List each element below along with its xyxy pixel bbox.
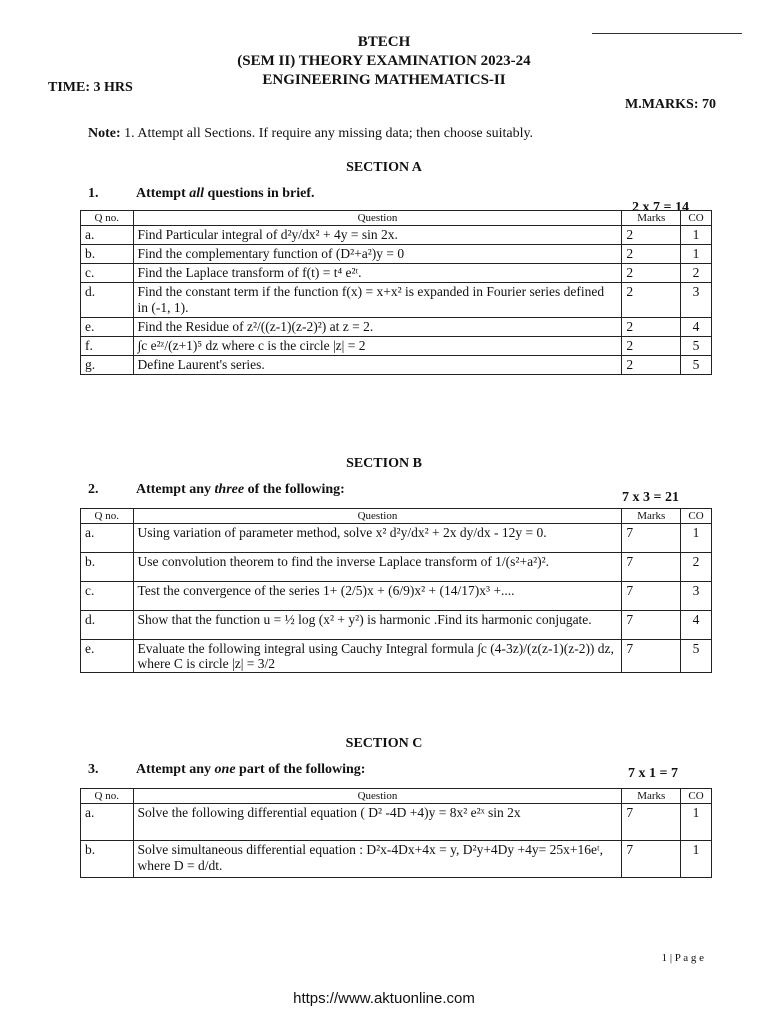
row-question: Evaluate the following integral using Cauchy Integral formula ∫c (4-3z)/(z(z-1)(z-2)) dz, where C is circle |z| = 3/2 [133,640,622,673]
row-co: 1 [681,245,712,264]
page-number: 1 | P a g e [661,952,704,964]
row-co: 1 [681,804,712,841]
section-c-instruction [88,762,365,778]
col-qno: Q no. [81,211,134,226]
row-question: Find Particular integral of d²y/dx² + 4y = sin 2x. [133,226,622,245]
instruction-emphasis: one [214,762,236,777]
row-marks: 2 [622,226,681,245]
table-row [81,804,712,841]
row-co: 5 [681,640,712,673]
exam-note [88,126,533,142]
section-b-instruction [88,482,345,498]
row-marks: 7 [622,553,681,582]
table-header-row [81,789,712,804]
max-marks: M.MARKS: 70 [625,97,716,112]
section-a-title: SECTION A [346,160,422,175]
row-marks: 7 [622,804,681,841]
row-co: 3 [681,582,712,611]
table-row [81,524,712,553]
instruction-text: Attempt any [136,762,215,777]
question-number: 2. [88,482,99,497]
table-row [81,553,712,582]
row-qno: a. [81,804,134,841]
row-qno: d. [81,283,134,318]
row-qno: a. [81,524,134,553]
program-title: BTECH [357,34,411,50]
section-c-table [80,788,712,878]
col-co: CO [681,789,712,804]
question-number: 3. [88,762,99,777]
subject-title: ENGINEERING MATHEMATICS-II [262,72,506,88]
row-qno: e. [81,640,134,673]
instruction-text: questions in brief. [204,186,315,201]
question-number: 1. [88,186,99,201]
row-marks: 2 [622,356,681,375]
col-marks: Marks [622,211,681,226]
table-header-row [81,211,712,226]
row-co: 1 [681,841,712,878]
row-question: Find the Residue of z²/((z-1)(z-2)²) at z = 2. [133,318,622,337]
row-co: 5 [681,356,712,375]
row-marks: 7 [622,611,681,640]
row-co: 4 [681,318,712,337]
col-question: Question [133,789,622,804]
row-qno: f. [81,337,134,356]
section-c-title: SECTION C [345,736,423,751]
section-a-instruction [88,186,315,202]
section-a-table [80,210,712,375]
row-question: Solve simultaneous differential equation : D²x-4Dx+4x = y, D²y+4Dy +4y= 25x+16eᵗ, where D = d/dt. [133,841,622,878]
section-c-marks-scheme: 7 x 1 = 7 [628,766,678,781]
section-a-marks-scheme: 2 x 7 = 14 [632,200,689,215]
instruction-text: Attempt [136,186,190,201]
instruction-emphasis: all [189,186,205,201]
row-marks: 2 [622,337,681,356]
row-marks: 7 [622,582,681,611]
col-marks: Marks [622,789,681,804]
col-question: Question [133,509,622,524]
instruction-emphasis: three [214,482,245,497]
col-co: CO [681,211,712,226]
table-row [81,337,712,356]
table-row [81,226,712,245]
exam-title: (SEM II) THEORY EXAMINATION 2023-24 [237,53,531,69]
row-co: 3 [681,283,712,318]
row-qno: d. [81,611,134,640]
section-b-marks-scheme: 7 x 3 = 21 [622,490,679,505]
table-row [81,264,712,283]
col-qno: Q no. [81,789,134,804]
row-question: Solve the following differential equation ( D² -4D +4)y = 8x² e²ˣ sin 2x [133,804,622,841]
row-co: 2 [681,264,712,283]
row-co: 1 [681,226,712,245]
table-row [81,318,712,337]
col-qno: Q no. [81,509,134,524]
source-url: https://www.aktuonline.com [293,990,475,1007]
table-row [81,356,712,375]
row-qno: e. [81,318,134,337]
row-qno: c. [81,264,134,283]
row-question: Define Laurent's series. [133,356,622,375]
instruction-text: of the following: [244,482,345,497]
note-label: Note: [88,126,121,141]
section-b-table [80,508,712,673]
row-question: Test the convergence of the series 1+ (2/5)x + (6/9)x² + (14/17)x³ +.... [133,582,622,611]
row-co: 2 [681,553,712,582]
row-marks: 2 [622,283,681,318]
row-qno: g. [81,356,134,375]
instruction-text: Attempt any [136,482,215,497]
row-question: ∫c e²ᶻ/(z+1)⁵ dz where c is the circle |z| = 2 [133,337,622,356]
row-marks: 2 [622,318,681,337]
row-question: Using variation of parameter method, solve x² d²y/dx² + 2x dy/dx - 12y = 0. [133,524,622,553]
note-text: 1. Attempt all Sections. If require any missing data; then choose suitably. [124,126,534,141]
col-question: Question [133,211,622,226]
row-qno: a. [81,226,134,245]
section-b-title: SECTION B [346,456,422,471]
row-marks: 2 [622,245,681,264]
row-qno: b. [81,245,134,264]
table-row [81,611,712,640]
exam-duration: TIME: 3 HRS [48,80,133,95]
row-question: Use convolution theorem to find the inverse Laplace transform of 1/(s²+a²)². [133,553,622,582]
row-marks: 2 [622,264,681,283]
row-qno: c. [81,582,134,611]
row-co: 4 [681,611,712,640]
row-question: Find the constant term if the function f(x) = x+x² is expanded in Fourier series defined in (-1, 1). [133,283,622,318]
row-qno: b. [81,553,134,582]
row-co: 5 [681,337,712,356]
row-question: Find the complementary function of (D²+a²)y = 0 [133,245,622,264]
row-question: Find the Laplace transform of f(t) = t⁴ e²ᵗ. [133,264,622,283]
row-co: 1 [681,524,712,553]
col-marks: Marks [622,509,681,524]
row-qno: b. [81,841,134,878]
row-marks: 7 [622,841,681,878]
table-header-row [81,509,712,524]
row-marks: 7 [622,524,681,553]
row-question: Show that the function u = ½ log (x² + y²) is harmonic .Find its harmonic conjugate. [133,611,622,640]
table-row [81,582,712,611]
table-row [81,640,712,673]
instruction-text: part of the following: [235,762,366,777]
col-co: CO [681,509,712,524]
table-row [81,283,712,318]
row-marks: 7 [622,640,681,673]
table-row [81,245,712,264]
table-row [81,841,712,878]
